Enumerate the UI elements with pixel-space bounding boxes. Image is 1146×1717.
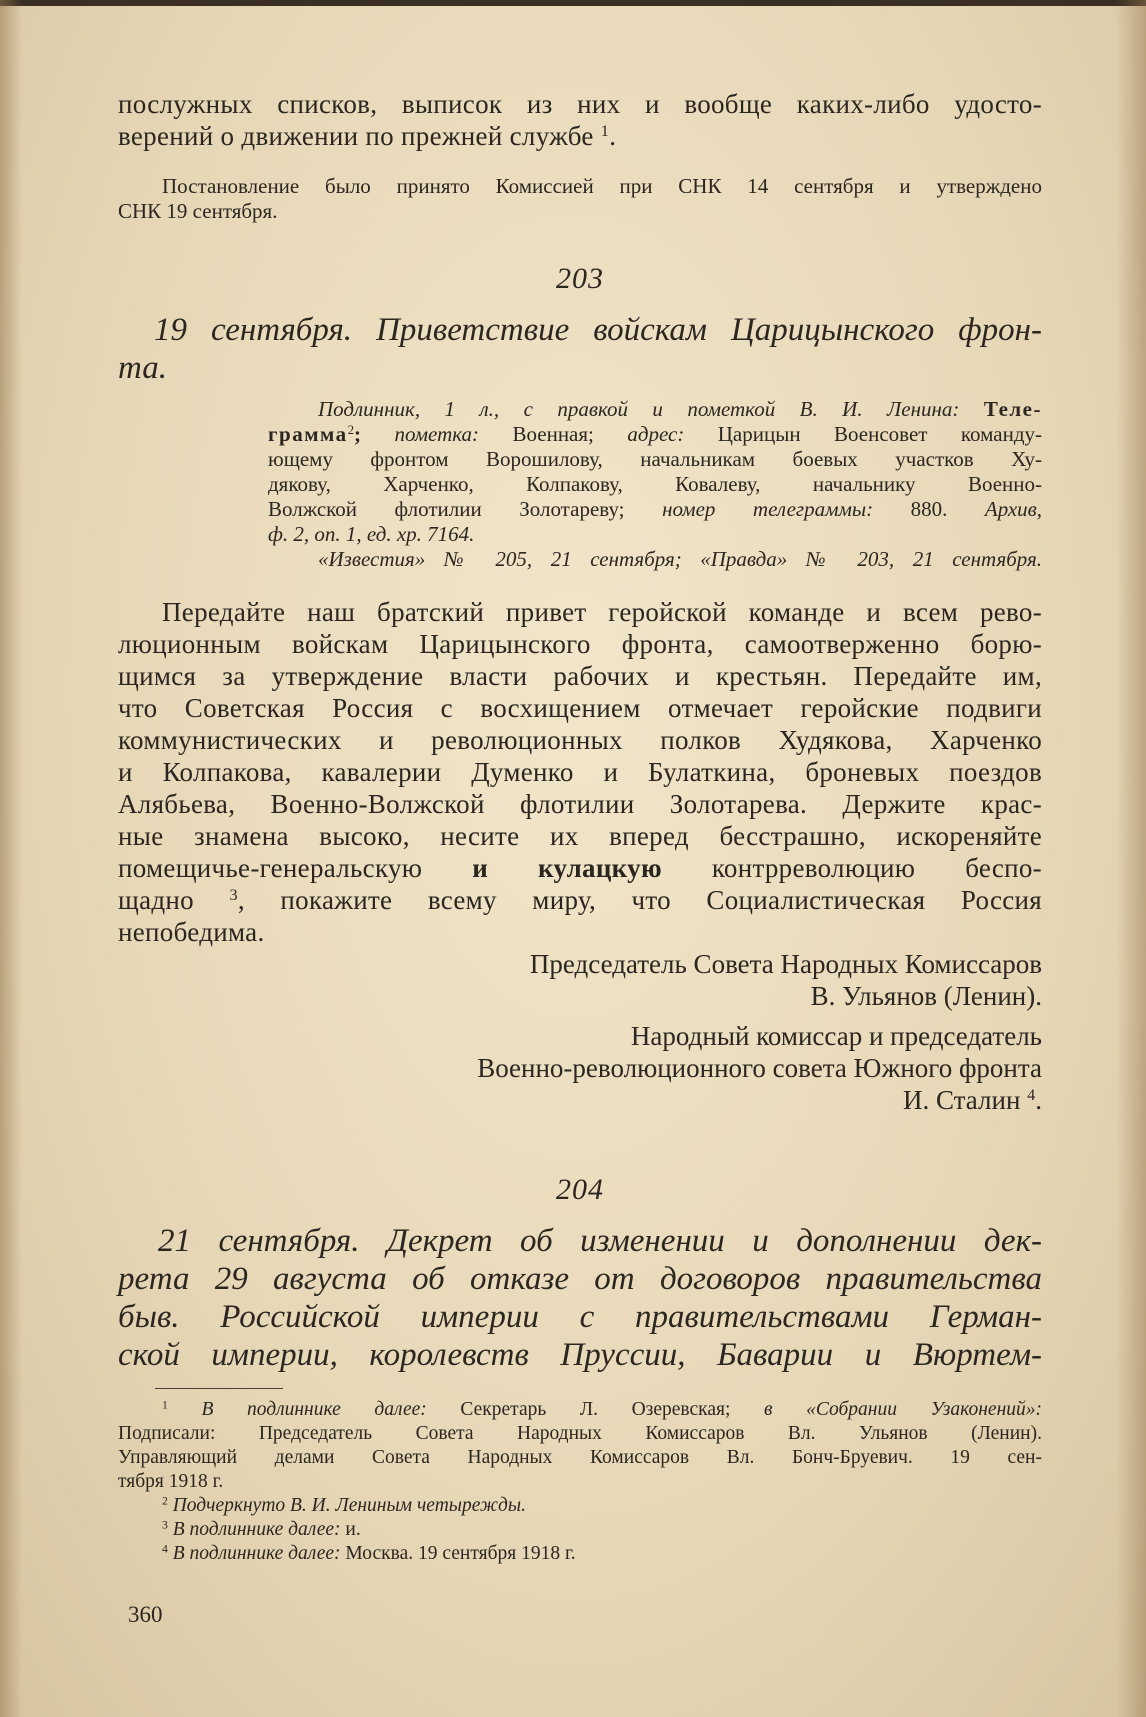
intro-paragraph [118,88,1042,152]
source-line: ф. 2, оп. 1, ед. хр. 7164. [268,522,475,546]
footnote-line [118,1542,1042,1566]
signature-line [118,1084,1042,1116]
note-line: Постановление было принято Комиссией при СНК 14 сентября и утверждено [162,174,1042,198]
body-line: непобедима. [118,917,265,947]
document-body [118,596,1042,948]
source-text: Волжской флотилии Золотареву; [268,497,625,521]
footnote-line: тября 1918 г. [118,1471,224,1492]
signature-line: Народный комиссар и председатель [630,1021,1042,1051]
body-line: ные знамена высоко, несите их вперед бесстрашно, искореняйте [118,821,1042,851]
footnote-number: 3 [162,1518,168,1532]
text-span: . [609,121,617,151]
signature-line: Председатель Совета Народных Комиссаров [529,949,1042,979]
source-text: номер телеграммы: [662,497,874,521]
document-title [118,311,1042,387]
footnote-number: 2 [162,1494,168,1508]
source-text: Военная; [512,422,594,446]
source-text: Подлинник, 1 л., с правкой и пометкой В. И. Ленина: [318,397,960,421]
title-line: та. [118,350,167,386]
footnote-text: В подлиннике далее: [172,1519,341,1540]
body-line: что Советская Россия с восхищением отмечает геройские подвиги [118,693,1042,723]
page-top-edge [0,0,1146,6]
intro-note [118,174,1042,224]
signature-text: . [1035,1085,1042,1115]
document-title [118,1222,1042,1374]
footnote-ref: 3 [229,886,238,905]
page-number: 360 [128,1602,163,1627]
footnote-ref: 2 [347,423,354,438]
body-line [118,852,1042,884]
source-text: Архив, [984,497,1043,521]
document-number: 204 [556,1173,604,1206]
body-line: щимся за утверждение власти рабочих и крестьян. Передайте им, [118,661,1042,691]
body-emphasis: и кулацкую [472,853,662,883]
body-line: коммунистических и революционных полков Худякова, Харченко [118,725,1042,755]
body-line: и Колпакова, кавалерии Думенко и Булаткина, броневых поездов [118,757,1042,787]
source-line [268,497,1042,522]
source-line: ющему фронтом Ворошилову, начальникам боевых участков Ху- [268,447,1042,471]
source-text: Царицын Военсовет команду- [717,422,1043,446]
footnote-line [118,1398,1042,1422]
body-line: Алябьева, Военно-Волжской флотилии Золотарева. Держите крас- [118,789,1042,819]
footnote-text: и. [345,1519,361,1540]
document-number: 203 [556,262,604,295]
source-emphasis: Теле- [983,397,1042,421]
signature-text: И. Сталин [903,1085,1021,1115]
body-text: щадно [118,885,194,915]
title-line: быв. Российской империи с правительствами Герман- [118,1299,1042,1335]
signature-line: Военно-революционного совета Южного фронта [477,1053,1042,1083]
source-line: «Известия» № 205, 21 сентября; «Правда» № 203, 21 сентября. [318,547,1042,571]
signature-block-lenin [118,948,1042,1012]
footnote-ref: 1 [600,122,610,141]
footnote-line: Управляющий делами Совета Народных Комиссаров Вл. Бонч-Бруевич. 19 сен- [118,1447,1042,1468]
title-line: 21 сентября. Декрет об изменении и дополнении дек- [158,1223,1042,1259]
text-line [118,120,1042,152]
text-span: верений о движении по прежней службе [118,121,594,151]
page-right-shadow [1116,0,1146,1717]
source-emphasis: грамма [268,422,348,446]
page-left-shadow [0,0,22,1717]
source-line [268,397,1042,422]
signature-block-stalin [118,1020,1042,1116]
footnote-text: Секретарь Л. Озеревская; [460,1399,731,1420]
source-text: адрес: [627,422,685,446]
text-line: послужных списков, выписок из них и вообще каких-либо удосто- [118,89,1042,119]
footnote-text: В подлиннике далее: [172,1543,341,1564]
footnotes [118,1398,1042,1566]
body-line [118,884,1042,916]
footnote-number: 4 [162,1542,168,1556]
footnote-divider [155,1388,283,1389]
footnote-text: Подчеркнуто В. И. Лениным четырежды. [172,1495,526,1516]
footnote-text: в «Собрании Узаконений»: [764,1399,1042,1420]
title-line: рета 29 августа об отказе от договоров правительства [118,1261,1042,1297]
footnote-text: Москва. 19 сентября 1918 г. [345,1543,576,1564]
body-text: , покажите всему миру, что Социалистическая Россия [237,885,1042,915]
footnote-line: Подписали: Председатель Совета Народных Комиссаров Вл. Ульянов (Ленин). [118,1423,1042,1444]
body-text: контрреволюцию беспо- [711,853,1042,883]
body-line: Передайте наш братский привет геройской команде и всем рево- [162,597,1042,627]
footnote-line [118,1518,1042,1542]
note-line: СНК 19 сентября. [118,199,278,223]
source-text: 880. [910,497,948,521]
footnote-text: В подлиннике далее: [201,1399,427,1420]
body-text: помещичье-генеральскую [118,853,423,883]
source-line: дякову, Харченко, Колпакову, Ковалеву, начальнику Военно- [268,472,1042,496]
source-text: пометка: [394,422,480,446]
source-note [268,397,1042,572]
footnote-line [118,1494,1042,1518]
title-line: ской империи, королевств Пруссии, Баварии и Вюртем- [118,1337,1042,1373]
title-line: 19 сентября. Приветствие войскам Царицынского фрон- [154,312,1042,348]
footnote-ref: 4 [1027,1086,1036,1105]
source-text: ; [353,422,361,446]
body-line: люционным войскам Царицынского фронта, самоотверженно борю- [118,629,1042,659]
source-line [268,422,1042,447]
signature-line: В. Ульянов (Ленин). [810,981,1042,1011]
footnote-number: 1 [162,1398,168,1412]
